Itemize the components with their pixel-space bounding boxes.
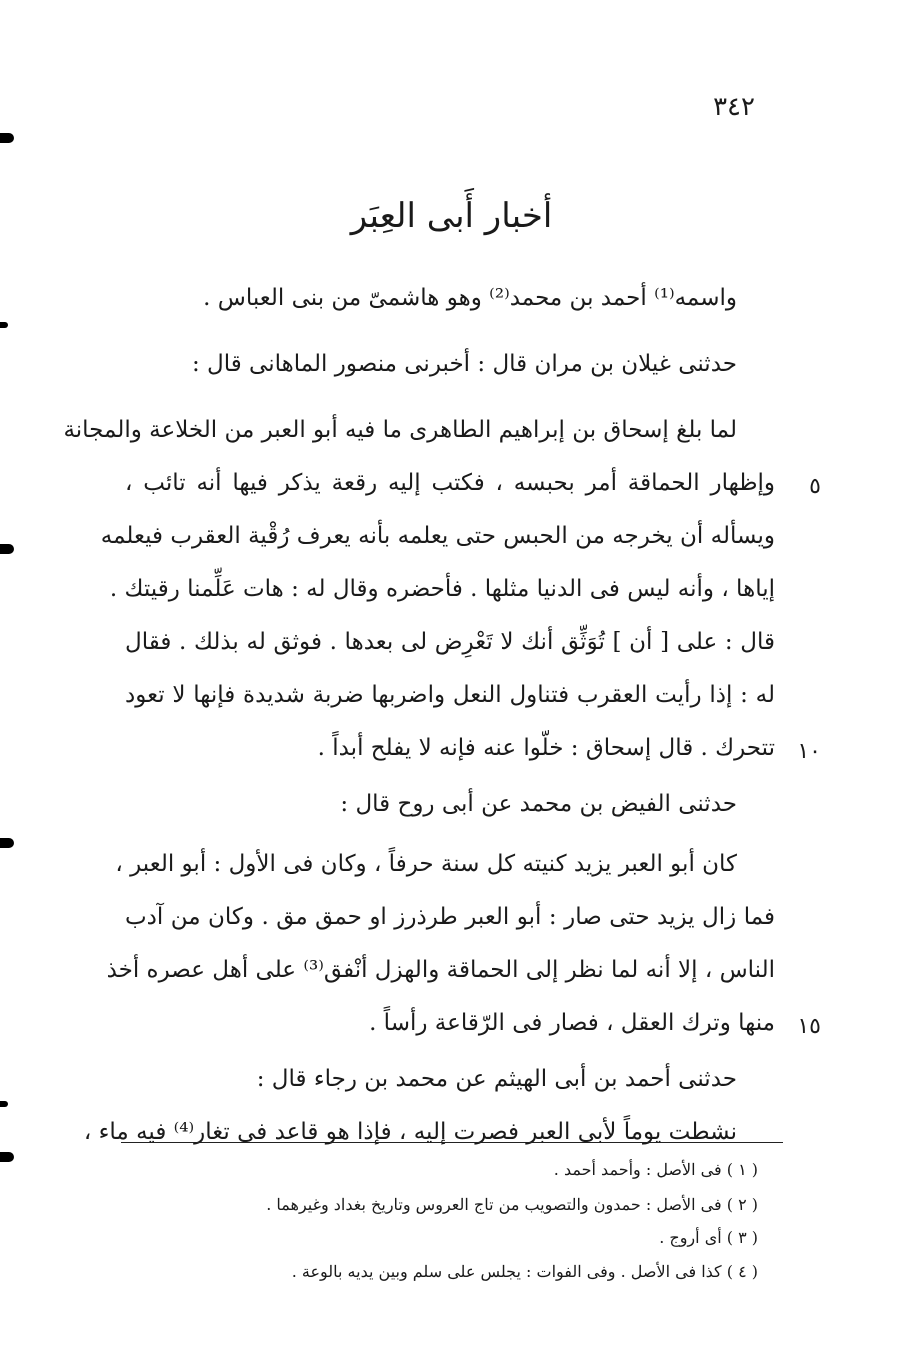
text-line: كان أبو العبر يزيد كنيته كل سنة حرفاً ، وكان فى الأول : أبو العبر ، (115, 851, 737, 877)
text-line: إياها ، وأنه ليس فى الدنيا مثلها . فأحضره وقال له : هات عَلِّمنا رقيتك . (109, 576, 775, 602)
text-line: منها وترك العقل ، فصار فى الرّقاعة رأساً . (369, 1010, 775, 1036)
footnote: ( ٤ ) كذا فى الأصل . وفى الفوات : يجلس على سلم وبين يديه بالوعة . (291, 1262, 758, 1281)
text-line: وإظهار الحماقة أمر بحبسه ، فكتب إليه رقعة يذكر فيها أنه تائب ، (125, 470, 775, 496)
footnote-separator (121, 1142, 783, 1143)
text-line: نشطت يوماً لأبى العبر فصرت إليه ، فإذا هو قاعد فى تغار⁽⁴⁾ فيه ماء ، (83, 1119, 737, 1145)
text-line: تتحرك . قال إسحاق : خلّوا عنه فإنه لا يفلح أبداً . (317, 735, 775, 761)
binding-hole-mark (0, 544, 14, 554)
text-line: حدثنى غيلان بن مران قال : أخبرنى منصور الماهانى قال : (191, 351, 737, 377)
text-line: قال : على [ أن ] تُوَثِّق أنك لا تَعْرِض لى بعدها . فوثق له بذلك . فقال (125, 629, 775, 655)
page-number: ٣٤٢ (713, 92, 755, 122)
footnote: ( ٢ ) فى الأصل : حمدون والتصويب من تاج العروس وتاريخ بغداد وغيرهما . (266, 1195, 758, 1214)
binding-hole-mark (0, 322, 8, 328)
binding-hole-mark (0, 1101, 8, 1107)
section-title: أخبار أَبى العِبَر (350, 196, 553, 236)
text-line: الناس ، إلا أنه لما نظر إلى الحماقة والهزل أنْفق⁽³⁾ على أهل عصره أخذ (106, 957, 775, 983)
line-number: ٥ (809, 474, 821, 499)
binding-hole-mark (0, 133, 14, 143)
binding-hole-mark (0, 1152, 14, 1162)
text-line: واسمه⁽¹⁾ أحمد بن محمد⁽²⁾ وهو هاشمىّ من بنى العباس . (203, 285, 737, 311)
text-line: حدثنى الفيض بن محمد عن أبى روح قال : (340, 791, 737, 817)
footnote: ( ٣ ) أى أروج . (659, 1228, 758, 1247)
footnote: ( ١ ) فى الأصل : وأحمد أحمد . (553, 1160, 758, 1179)
text-line: فما زال يزيد حتى صار : أبو العبر طرذرز او حمق مق . وكان من آدب (125, 904, 775, 930)
binding-hole-mark (0, 838, 14, 848)
text-line: حدثنى أحمد بن أبى الهيثم عن محمد بن رجاء قال : (256, 1066, 737, 1092)
line-number: ١٥ (797, 1014, 821, 1039)
text-line: ويسأله أن يخرجه من الحبس حتى يعلمه بأنه يعرف رُقْية العقرب فيعلمه (100, 523, 775, 549)
text-line: لما بلغ إسحاق بن إبراهيم الطاهرى ما فيه أبو العبر من الخلاعة والمجانة (63, 417, 737, 443)
line-number: ١٠ (797, 739, 821, 764)
text-line: له : إذا رأيت العقرب فتناول النعل واضربها ضربة شديدة فإنها لا تعود (125, 682, 775, 708)
